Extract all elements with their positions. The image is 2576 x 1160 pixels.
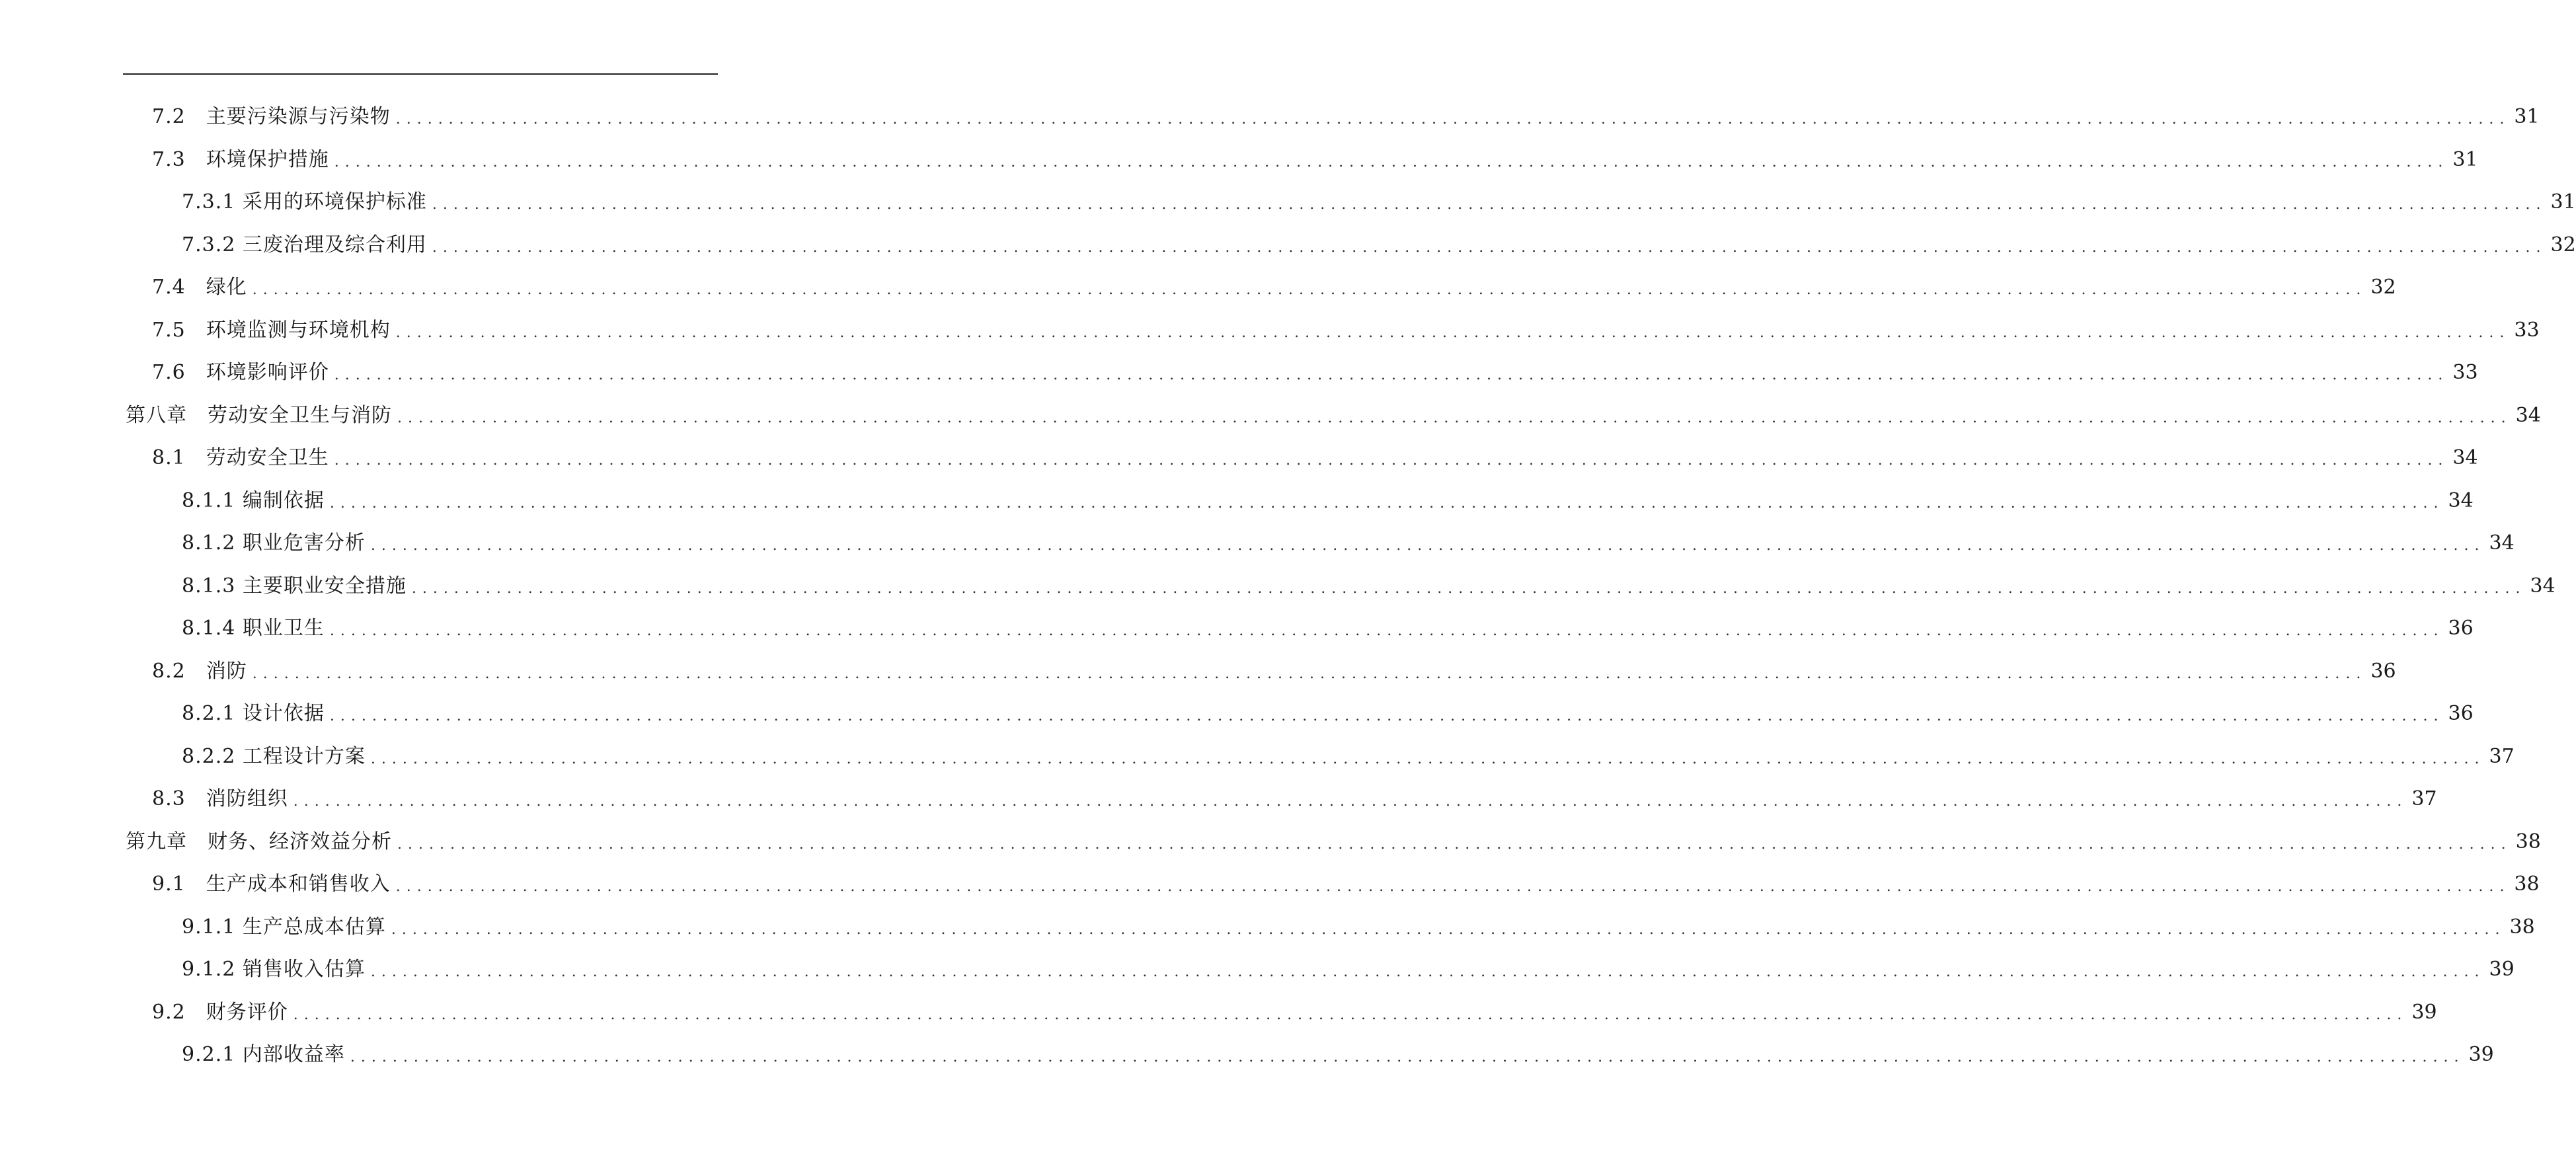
toc-page-number: 34 — [2448, 488, 2474, 512]
toc-page-number: 31 — [2452, 147, 2478, 171]
toc-entry-title: 9.2.1 内部收益率 — [182, 1043, 345, 1067]
toc-dot-leader: ........................................................................................................................................................................................................ — [334, 452, 2449, 469]
toc-page-number: 39 — [2489, 958, 2515, 982]
toc-entry-title: 第八章 劳动安全卫生与消防 — [126, 403, 392, 427]
toc-entry[interactable] — [0, 395, 2541, 438]
toc-entry-title: 8.2.1 设计依据 — [182, 702, 325, 726]
toc-entry[interactable] — [0, 736, 2515, 779]
toc-entry[interactable] — [0, 863, 2540, 906]
toc-entry-title: 9.2 财务评价 — [152, 1000, 288, 1024]
toc-dot-leader: ........................................................................................................................................................................................................ — [334, 367, 2449, 384]
toc-dot-leader: ........................................................................................................................................................................................................ — [411, 580, 2526, 597]
header-rule — [123, 73, 718, 75]
toc-dot-leader: ........................................................................................................................................................................................................ — [432, 239, 2547, 256]
toc-page-number: 34 — [2452, 446, 2478, 470]
toc-dot-leader: ........................................................................................................................................................................................................ — [350, 1049, 2465, 1066]
toc-entry-title: 8.1.4 职业卫生 — [182, 617, 325, 640]
toc-dot-leader: ........................................................................................................................................................................................................ — [293, 1006, 2408, 1023]
toc-entry[interactable] — [0, 821, 2541, 864]
toc-dot-leader: ........................................................................................................................................................................................................ — [329, 708, 2444, 725]
toc-dot-leader: ........................................................................................................................................................................................................ — [329, 623, 2444, 640]
toc-entry-title: 第九章 财务、经济效益分析 — [126, 830, 392, 853]
toc-dot-leader: ........................................................................................................................................................................................................ — [432, 196, 2547, 213]
toc-page-number: 38 — [2515, 830, 2541, 853]
toc-entry-title: 8.1.3 主要职业安全措施 — [182, 574, 407, 598]
toc-dot-leader: ........................................................................................................................................................................................................ — [395, 324, 2511, 341]
toc-page-number: 39 — [2468, 1043, 2494, 1067]
toc-entry-title: 9.1 生产成本和销售收入 — [152, 872, 391, 896]
toc-entry-title: 7.3 环境保护措施 — [152, 147, 329, 171]
toc-page-number: 36 — [2448, 702, 2474, 726]
toc-page-number: 36 — [2448, 617, 2474, 640]
toc-entry-title: 7.3.1 采用的环境保护标准 — [182, 190, 427, 214]
toc-dot-leader: ........................................................................................................................................................................................................ — [397, 409, 2512, 426]
toc-page-number: 36 — [2370, 659, 2396, 683]
toc-entry-title: 7.3.2 三废治理及综合利用 — [182, 233, 427, 256]
toc-page-number: 38 — [2509, 915, 2535, 939]
toc-entry[interactable] — [0, 522, 2515, 565]
toc-entry[interactable] — [0, 906, 2535, 949]
toc-page-number: 34 — [2515, 403, 2541, 427]
toc-page-number: 37 — [2489, 744, 2515, 768]
toc-page-number: 38 — [2514, 872, 2540, 896]
toc-dot-leader: ........................................................................................................................................................................................................ — [252, 282, 2367, 299]
toc-page-number: 37 — [2411, 787, 2437, 811]
toc-dot-leader: ........................................................................................................................................................................................................ — [370, 537, 2485, 555]
toc-entry[interactable] — [0, 480, 2474, 523]
toc-dot-leader: ........................................................................................................................................................................................................ — [334, 153, 2449, 171]
toc-page-number: 33 — [2452, 361, 2478, 385]
toc-entry-title: 8.2.2 工程设计方案 — [182, 744, 366, 768]
toc-entry[interactable] — [0, 948, 2515, 991]
toc-page-number: 39 — [2411, 1000, 2437, 1024]
toc-entry[interactable] — [0, 266, 2396, 309]
toc-entry[interactable] — [0, 607, 2474, 650]
toc-dot-leader: ........................................................................................................................................................................................................ — [395, 111, 2511, 128]
toc-entry-title: 7.6 环境影响评价 — [152, 361, 329, 385]
toc-entry[interactable] — [0, 352, 2478, 395]
toc-entry-title: 7.5 环境监测与环境机构 — [152, 318, 391, 342]
toc-entry[interactable] — [0, 1034, 2494, 1077]
toc-page-number: 34 — [2489, 531, 2515, 555]
toc-entry-title: 8.1.2 职业危害分析 — [182, 531, 366, 555]
toc-dot-leader: ........................................................................................................................................................................................................ — [395, 878, 2511, 896]
toc-dot-leader: ........................................................................................................................................................................................................ — [397, 835, 2512, 853]
toc-entry[interactable] — [0, 224, 2576, 267]
toc-page-number: 32 — [2550, 233, 2576, 256]
toc-entry[interactable] — [0, 96, 2540, 139]
toc-entry-title: 8.1 劳动安全卫生 — [152, 446, 329, 470]
toc-page-number: 31 — [2550, 190, 2576, 214]
toc-entry[interactable] — [0, 778, 2437, 821]
toc-entry-title: 7.4 绿化 — [152, 276, 247, 299]
toc-dot-leader: ........................................................................................................................................................................................................ — [252, 665, 2367, 682]
toc-dot-leader: ........................................................................................................................................................................................................ — [329, 494, 2444, 512]
toc-entry-title: 8.1.1 编制依据 — [182, 488, 325, 512]
toc-entry[interactable] — [0, 650, 2396, 693]
toc-entry[interactable] — [0, 309, 2540, 352]
toc-dot-leader: ........................................................................................................................................................................................................ — [370, 750, 2485, 767]
toc-page-number: 31 — [2514, 105, 2540, 129]
toc-entry[interactable] — [0, 437, 2478, 480]
toc-entry[interactable] — [0, 693, 2474, 736]
toc-entry-title: 7.2 主要污染源与污染物 — [152, 105, 391, 129]
table-of-contents — [0, 96, 2576, 1077]
toc-entry[interactable] — [0, 565, 2556, 608]
toc-dot-leader: ........................................................................................................................................................................................................ — [370, 964, 2485, 981]
toc-entry-title: 9.1.1 生产总成本估算 — [182, 915, 386, 939]
toc-page-number: 32 — [2370, 276, 2396, 299]
toc-page-number: 33 — [2514, 318, 2540, 342]
toc-entry-title: 8.2 消防 — [152, 659, 247, 683]
toc-entry[interactable] — [0, 991, 2437, 1034]
toc-entry-title: 9.1.2 销售收入估算 — [182, 958, 366, 982]
toc-dot-leader: ........................................................................................................................................................................................................ — [293, 793, 2408, 810]
toc-dot-leader: ........................................................................................................................................................................................................ — [391, 921, 2506, 938]
toc-entry[interactable] — [0, 139, 2478, 182]
toc-page-number: 34 — [2530, 574, 2556, 598]
toc-entry[interactable] — [0, 181, 2576, 224]
toc-entry-title: 8.3 消防组织 — [152, 787, 288, 811]
